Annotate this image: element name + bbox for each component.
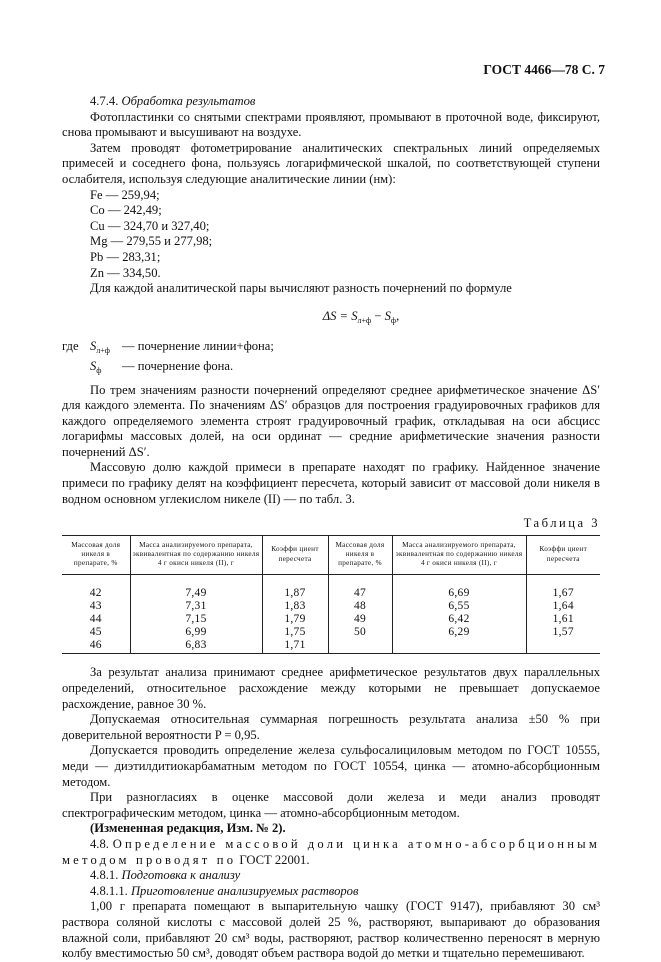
column-header: Массовая доля никеля в препарате, % [62, 535, 130, 575]
section-number: 4.8.1. [90, 868, 119, 883]
list-item: Co — 242,49; [90, 203, 162, 218]
formula-s1-sub: л+ф [357, 315, 372, 325]
table-cell: 1,79 [262, 613, 328, 626]
table-cell: 1,64 [526, 600, 600, 613]
paragraph: За результат анализа принимают среднее арифметическое результатов двух параллельных определений, относительное расхождение между которыми не превышает допускаемое расхождение, равное 30 %. [62, 665, 600, 711]
table-cell: 6,99 [130, 626, 262, 639]
table-row [62, 639, 600, 654]
table-cell: 48 [328, 600, 392, 613]
section-number: 4.8.1.1. [90, 883, 128, 898]
formula [122, 309, 600, 329]
table-cell: 1,83 [262, 600, 328, 613]
formula-s1: S [351, 308, 358, 323]
table-cell: 6,29 [392, 626, 526, 639]
page-header: ГОСТ 4466—78 С. 7 [483, 62, 605, 77]
table-cell [328, 639, 392, 654]
table-cell: 44 [89, 613, 102, 626]
table-cell: 1,57 [526, 626, 600, 639]
table-cell: 6,69 [392, 575, 526, 600]
table-row [62, 600, 600, 613]
section-heading-48 [62, 837, 600, 868]
table-cell: 7,49 [130, 575, 262, 600]
table-cell: 7,31 [130, 600, 262, 613]
formula-s2: S [384, 308, 391, 323]
list-item: Mg — 279,55 и 277,98; [90, 234, 213, 249]
formula-minus: − [374, 308, 382, 323]
table-cell: 1,87 [262, 575, 328, 600]
paragraph: Для каждой аналитической пары вычисляют разность почернений по формуле [90, 281, 512, 296]
legend-row [62, 359, 600, 379]
table-cell: 46 [62, 639, 130, 654]
table-cell: 43 [89, 600, 102, 613]
paragraph: При разногласиях в оценке массовой доли железа и меди анализ проводят спектрографическим методом, цинка — атомно-абсорбционным методом. [62, 790, 600, 820]
table-cell: 1,71 [262, 639, 328, 654]
legend-symbol: $S_ф$ [90, 358, 102, 375]
list-item: Cu — 324,70 и 327,40; [90, 218, 210, 233]
column-header: Массовая доля никеля в препарате, % [328, 535, 392, 575]
formula-s2-sub: ф [390, 315, 397, 325]
table-cell: 6,83 [130, 639, 262, 654]
column-header: Коэффи циент пересчета [526, 535, 600, 575]
table-cell: 47 [328, 575, 392, 600]
section-heading-481 [62, 868, 600, 884]
section-title: Обработка результатов [121, 94, 256, 108]
legend-symbol: $S_{л+ф}$ [90, 339, 110, 356]
table-cell: 50 [328, 626, 392, 639]
table-cell: 6,42 [392, 613, 526, 626]
table-3 [62, 535, 600, 655]
list-item: Zn — 334,50. [90, 265, 161, 280]
table-cell [392, 639, 526, 654]
table-cell: 1,61 [526, 613, 600, 626]
section-title: Приготовление анализируемых растворов [130, 883, 359, 898]
revision-note: (Измененная редакция, Изм. № 2). [90, 821, 286, 836]
section-number: 4.7.4. [90, 94, 119, 108]
legend-text: — почернение линии+фона; [122, 339, 274, 354]
paragraph: 1,00 г препарата помещают в выпарительную чашку (ГОСТ 9147), прибавляют 30 см³ раствора соляной кислоты с массовой долей 25 %, растворяют, выпаривают до образования влажной соли, прибавляют 20 см³ воды, растворяют, раствор количественно переносят в мерную колбу вместимостью 50 см³, доводят объем раствора водой до метки и тщательно перемешивают. [62, 899, 600, 961]
formula-tail: , [396, 308, 400, 323]
table-caption: Таблица 3 [523, 516, 600, 531]
paragraph: Затем проводят фотометрирование аналитических спектральных линий определяемых примесей и соседнего фона, пользуясь логарифмической шкалой, по соответствующей ступени ослабителя, используя следующие аналитические линии (нм): [62, 140, 600, 186]
paragraph: Допускаемая относительная суммарная погрешность результата анализа ±50 % при доверительной вероятности P = 0,95. [62, 712, 600, 742]
paragraph: Допускается проводить определение железа сульфосалициловым методом по ГОСТ 10555, меди — диэтилдитиокарбаматным методом по ГОСТ 10554, цинка — атомно-абсорбционным методом. [62, 743, 600, 789]
table-row [62, 613, 600, 626]
column-header: Масса анализируемого препарата, эквивалентная по содержанию никеля 4 г окиси никеля (II), г [392, 535, 526, 575]
analytic-lines-list [90, 188, 600, 282]
section-heading-474 [62, 94, 600, 110]
table-cell: 42 [89, 587, 102, 600]
table-cell: 49 [328, 613, 392, 626]
legend-lead: где [62, 339, 79, 354]
table-cell: 1,67 [526, 575, 600, 600]
formula-legend [62, 339, 600, 378]
list-item: Fe — 259,94; [90, 187, 160, 202]
formula-lhs: ΔS = [322, 308, 349, 323]
legend-text: — почернение фона. [122, 358, 234, 373]
table-header-row [62, 535, 600, 575]
table-cell: 45 [89, 625, 102, 638]
section-title: Определение массовой доли цинка атомно-абсорбционным методом проводят по [62, 836, 600, 867]
section-title: Подготовка к анализу [121, 868, 241, 883]
section-title-tail: ГОСТ 22001. [239, 852, 310, 867]
table-cell: 6,55 [392, 600, 526, 613]
table-cell [526, 639, 600, 654]
paragraph: Фотопластинки со снятыми спектрами проявляют, промывают в проточной воде, фиксируют, снова промывают и высушивают на воздухе. [62, 109, 600, 140]
legend-row [62, 339, 600, 359]
column-header: Масса анализируемого препарата, эквивалентная по содержанию никеля 4 г окиси никеля (II), г [130, 535, 262, 575]
column-header: Коэффи циент пересчета [262, 535, 328, 575]
table-cell: 1,75 [262, 626, 328, 639]
paragraph: По трем значениям разности почернений определяют среднее арифметическое значение ΔS′ для каждого элемента. По значениям ΔS′ образцов для построения градуировочных графиков для каждого определяемого элемента строят градуировочный график, откладывая на оси абсцисс логарифмы массовых долей, на оси ординат — средние арифметические значения разности почернений ΔS′. [62, 382, 600, 459]
paragraph: Массовую долю каждой примеси в препарате находят по графику. Найденное значение примеси по графику делят на коэффициент пересчета, который зависит от массовой доли никеля в водном основном углекислом никеле (II) — по табл. 3. [62, 460, 600, 506]
table-cell: 7,15 [130, 613, 262, 626]
page-content [62, 94, 600, 962]
table-row [62, 626, 600, 639]
table-row [62, 575, 600, 600]
list-item: Pb — 283,31; [90, 249, 161, 264]
section-heading-4811 [62, 884, 600, 900]
section-number: 4.8. [90, 836, 109, 851]
